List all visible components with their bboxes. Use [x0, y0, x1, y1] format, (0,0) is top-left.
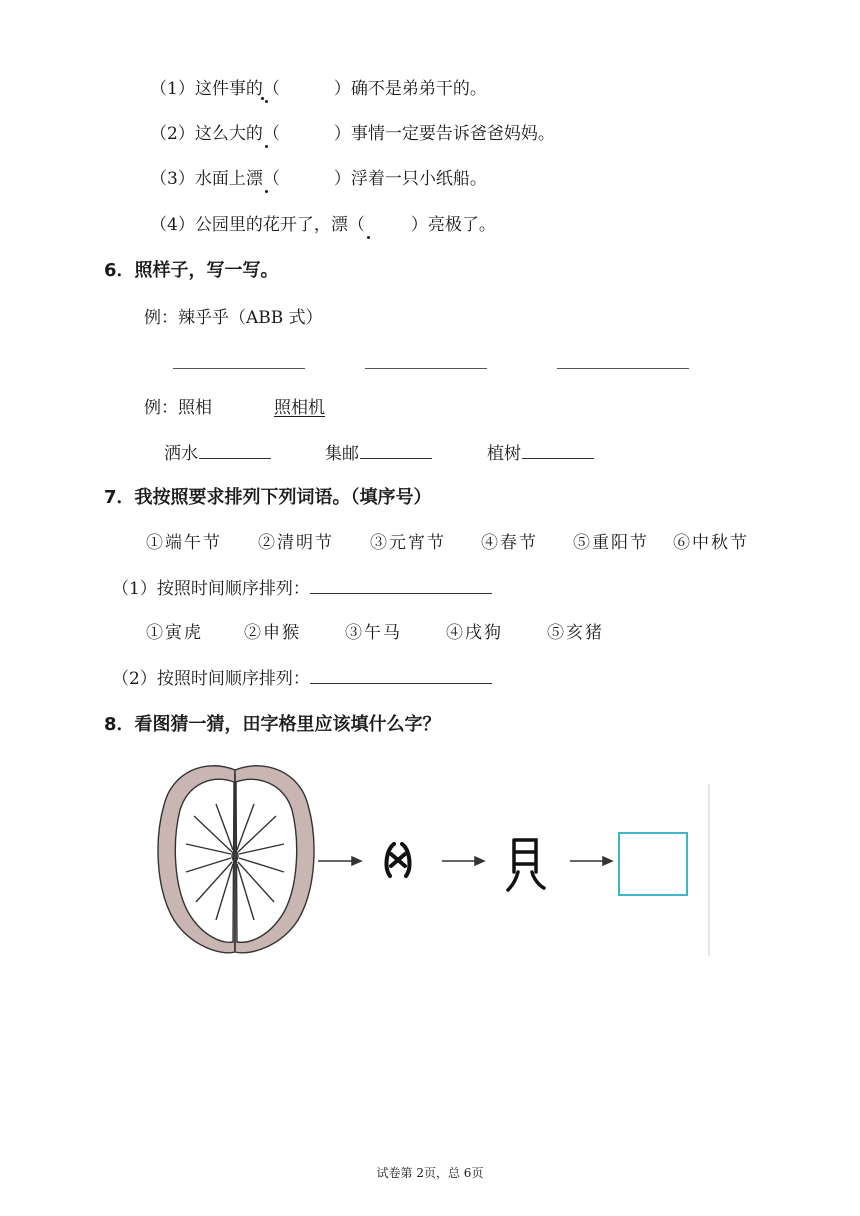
prompt-label: （2）按照时间顺序排列：: [112, 669, 310, 689]
arrow-icon: [570, 857, 612, 865]
emphasis-dot: [265, 100, 268, 103]
q6-title: 6．照样子，写一写。: [104, 260, 279, 281]
paren-open: （: [262, 169, 280, 189]
zodiac-item: ④戌狗: [446, 623, 503, 643]
arrow-icon: [318, 857, 361, 865]
item-text-pre: 这件事的: [194, 79, 263, 99]
item-number: （3）: [150, 169, 195, 189]
q6-example1: 例：辣乎乎（ABB 式）: [144, 308, 323, 328]
festival-item: ⑤重阳节: [573, 533, 649, 553]
q6-word-2: [325, 439, 432, 464]
paren-open: （: [262, 79, 280, 99]
emphasis-dot: [265, 145, 268, 148]
item-number: （2）: [150, 124, 195, 144]
festival-item: ②清明节: [258, 533, 334, 553]
q6-word-1: [164, 439, 271, 464]
zodiac-item: ⑤亥猪: [547, 623, 604, 643]
item-text-pre: 这么大的: [194, 124, 263, 144]
q7-prompt-1: [112, 574, 492, 599]
item-text-post: ）确不是弟弟干的。: [333, 79, 487, 99]
item-text-post: ）事情一定要告诉爸爸妈妈。: [333, 124, 555, 144]
prompt-label: （1）按照时间顺序排列：: [112, 579, 310, 599]
answer-line[interactable]: [365, 368, 487, 369]
oracle-glyph-icon: [387, 844, 410, 876]
q5-item-1: [150, 74, 487, 99]
emphasis-dot: [265, 190, 268, 193]
q6-example2-label: 例：照相: [144, 398, 212, 418]
word-label: 植树: [487, 444, 521, 464]
word-label: 洒水: [164, 444, 198, 464]
emphasis-dot: [367, 236, 370, 239]
zodiac-item: ②申猴: [244, 623, 301, 643]
item-number: （1）: [150, 79, 195, 99]
q5-item-2: [150, 119, 555, 144]
q8-figure: [150, 760, 720, 965]
festival-item: ③元宵节: [370, 533, 446, 553]
q6-example2-answer: 照相机: [274, 398, 325, 418]
zodiac-item: ③午马: [345, 623, 402, 643]
item-number: （4）: [150, 215, 195, 235]
answer-blank[interactable]: [310, 669, 492, 684]
answer-blank[interactable]: [310, 579, 492, 594]
item-text-post: ）浮着一只小纸船。: [333, 169, 487, 189]
paren-open: （: [347, 215, 365, 235]
festival-item: ⑥中秋节: [673, 533, 749, 553]
answer-line[interactable]: [557, 368, 689, 369]
q8-title: 8．看图猜一猜，田字格里应该填什么字？: [104, 714, 441, 735]
q5-item-3: [150, 164, 487, 189]
zodiac-item: ①寅虎: [146, 623, 203, 643]
festival-item: ①端午节: [146, 533, 222, 553]
shell-illustration: [158, 766, 314, 953]
page-footer: 试卷第 2页，总 6页: [376, 1166, 484, 1180]
q7-title: 7．我按照要求排列下列词语。（填序号）: [104, 487, 432, 508]
item-text-pre: 公园里的花开了，漂: [194, 215, 348, 235]
answer-line[interactable]: [173, 368, 305, 369]
item-text-pre: 水面上漂: [194, 169, 263, 189]
q6-word-3: [487, 439, 594, 464]
answer-box[interactable]: [619, 833, 687, 895]
item-text-post: ）亮极了。: [410, 215, 496, 235]
word-label: 集邮: [325, 444, 359, 464]
answer-blank[interactable]: [199, 444, 271, 459]
answer-blank[interactable]: [522, 444, 594, 459]
paren-open: （: [262, 124, 280, 144]
answer-blank[interactable]: [360, 444, 432, 459]
festival-item: ④春节: [481, 533, 538, 553]
bronze-glyph-icon: [508, 840, 544, 890]
q5-item-4: [150, 210, 496, 235]
arrow-icon: [442, 857, 484, 865]
q7-prompt-2: [112, 664, 492, 689]
